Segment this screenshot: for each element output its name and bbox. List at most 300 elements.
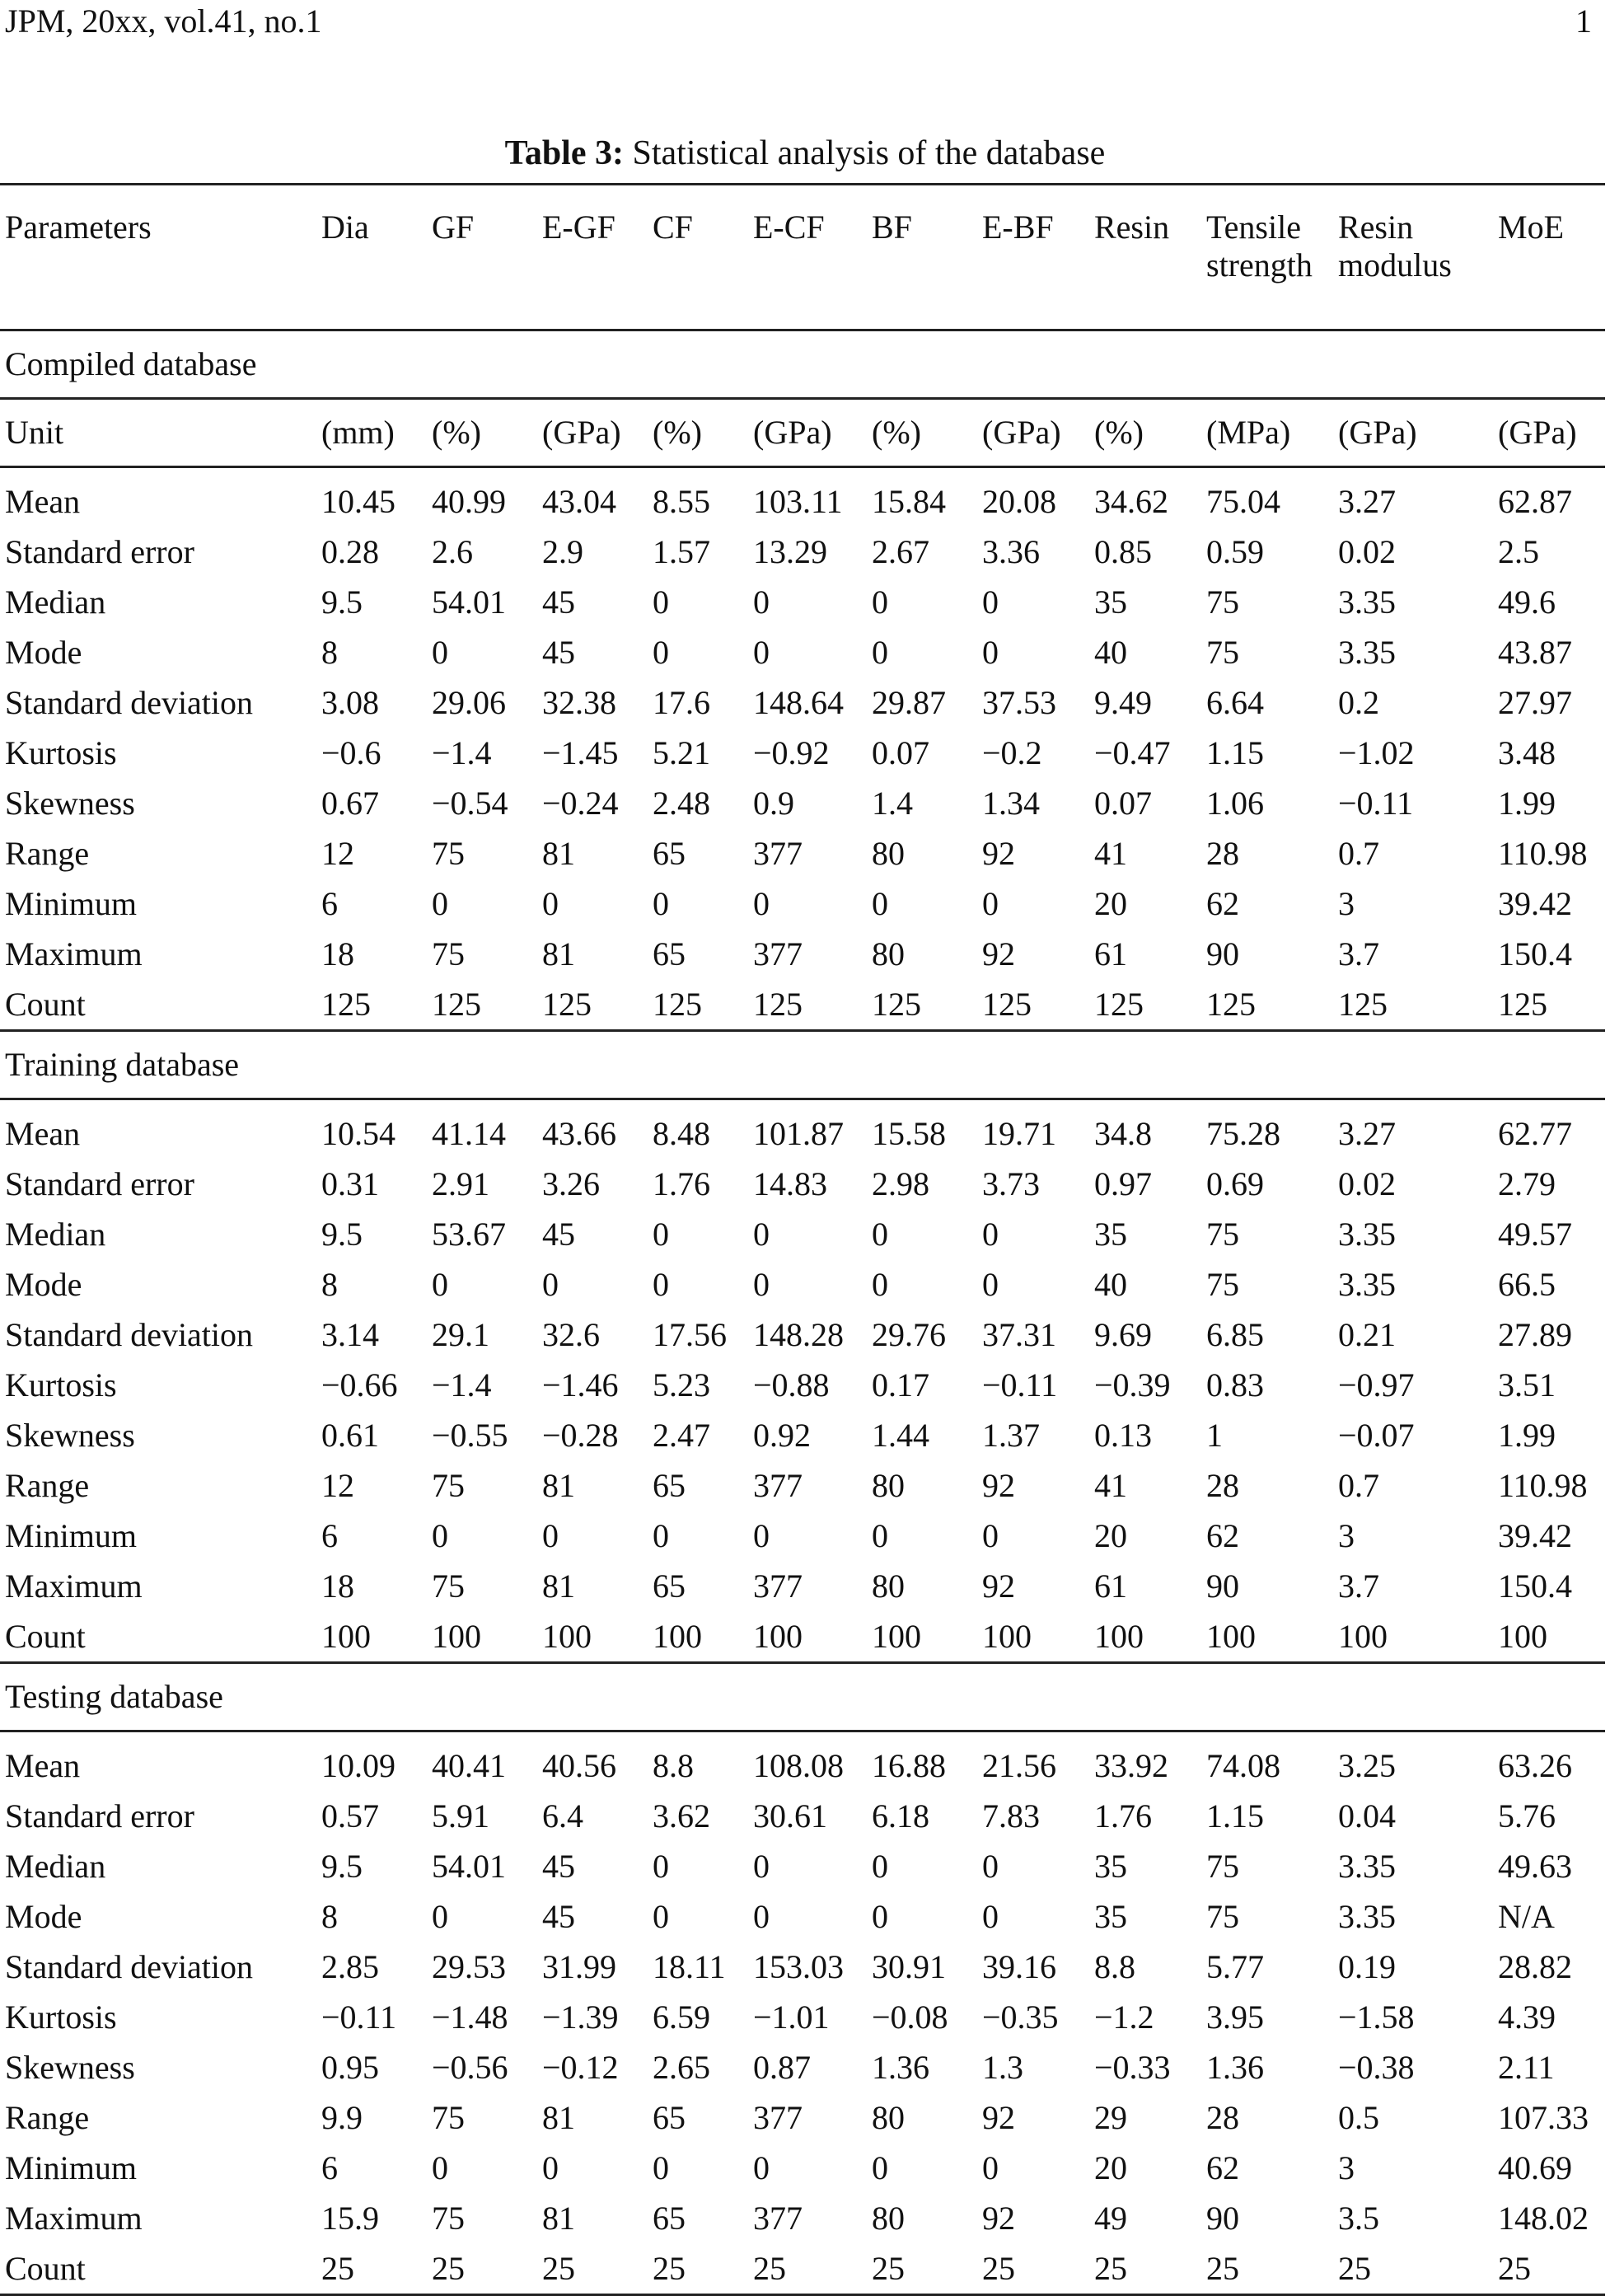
row-label: Standard error	[5, 532, 194, 570]
table-row	[0, 1259, 1605, 1310]
table-row	[0, 527, 1605, 577]
table-cell: 34.62	[1094, 482, 1168, 520]
table-cell: 74.08	[1206, 1746, 1280, 1784]
row-label: Standard deviation	[5, 1315, 254, 1353]
row-label: Skewness	[5, 1416, 135, 1454]
table-cell: 0	[753, 884, 770, 922]
table-cell: 0	[653, 583, 669, 621]
table-cell: 32.6	[542, 1315, 600, 1353]
table-cell: 0	[432, 633, 448, 671]
table-cell: 0	[542, 2148, 559, 2186]
table-cell: 65	[653, 2098, 686, 2136]
table-cell: 92	[982, 935, 1015, 972]
row-label: Median	[5, 1215, 106, 1253]
table-row	[0, 1360, 1605, 1410]
table-cell: 125	[1089, 979, 1201, 1031]
table-cell: 0	[653, 1897, 669, 1935]
table-cell: 15.58	[872, 1114, 946, 1152]
table-cell: −0.54	[432, 784, 508, 822]
table-cell: 0.7	[1338, 1466, 1379, 1504]
row-label: Count	[0, 1611, 316, 1663]
table-cell: 35	[1094, 1897, 1127, 1935]
table-cell: 0	[432, 1897, 448, 1935]
table-cell: 80	[872, 834, 905, 872]
table-cell: 75	[432, 834, 465, 872]
table-cell: 148.28	[753, 1315, 844, 1353]
table-cell: 3.95	[1206, 1998, 1264, 2036]
table-cell: 45	[542, 583, 575, 621]
table-cell: 75	[1206, 583, 1239, 621]
table-cell: −0.11	[1338, 784, 1414, 822]
row-label: Minimum	[5, 2148, 138, 2186]
table-cell: 49	[1094, 2199, 1127, 2237]
table-cell: 0	[653, 884, 669, 922]
table-cell: 0	[872, 1897, 888, 1935]
table-cell: 0.17	[872, 1366, 929, 1403]
table-cell: 2.85	[321, 1947, 379, 1985]
table-cell: 8.8	[1094, 1947, 1135, 1985]
section-title-row	[0, 330, 1605, 399]
table-cell: 150.4	[1498, 1567, 1572, 1605]
unit-cell: (%)	[1089, 399, 1201, 467]
row-label: Mode	[5, 633, 82, 671]
table-cell: 80	[872, 935, 905, 972]
table-cell: 2.47	[653, 1416, 710, 1454]
column-header: Resin modulus	[1333, 185, 1493, 330]
table-cell: 1.15	[1206, 733, 1264, 771]
table-cell: 81	[542, 1466, 575, 1504]
table-row	[0, 677, 1605, 728]
table-cell: 0	[432, 1516, 448, 1554]
table-cell: 20.08	[982, 482, 1056, 520]
table-cell: −1.4	[432, 733, 492, 771]
row-label: Mode	[5, 1897, 82, 1935]
statistics-table	[0, 183, 1605, 2296]
table-cell: 377	[753, 1466, 803, 1504]
table-cell: 39.42	[1498, 884, 1572, 922]
table-cell: 75	[1206, 1265, 1239, 1303]
table-row	[0, 1511, 1605, 1561]
table-cell: 6.18	[872, 1797, 929, 1834]
table-cell: 148.64	[753, 683, 844, 721]
table-cell: 9.49	[1094, 683, 1152, 721]
column-header: E-CF	[748, 185, 867, 330]
table-cell: 25	[1201, 2243, 1333, 2295]
column-header: Dia	[316, 185, 427, 330]
table-cell: 35	[1094, 1847, 1127, 1885]
table-cell: 3.25	[1338, 1746, 1396, 1784]
row-label: Standard deviation	[5, 1947, 254, 1985]
table-cell: 35	[1094, 583, 1127, 621]
table-cell: 2.65	[653, 2048, 710, 2086]
table-cell: 28.82	[1498, 1947, 1572, 1985]
table-cell: 3.08	[321, 683, 379, 721]
table-cell: 3.35	[1338, 1265, 1396, 1303]
table-cell: 25	[867, 2243, 977, 2295]
table-cell: 90	[1206, 1567, 1239, 1605]
table-cell: 30.91	[872, 1947, 946, 1985]
row-label: Kurtosis	[5, 1998, 117, 2036]
table-cell: 9.5	[321, 1215, 363, 1253]
table-cell: 100	[1201, 1611, 1333, 1663]
table-row	[0, 1159, 1605, 1209]
table-cell: 62	[1206, 1516, 1239, 1554]
section-title: Testing database	[0, 1663, 1605, 1731]
table-cell: 1.36	[872, 2048, 929, 2086]
column-header: CF	[648, 185, 748, 330]
table-cell: 62.77	[1498, 1114, 1572, 1152]
unit-cell: (%)	[648, 399, 748, 467]
table-cell: 0	[653, 1215, 669, 1253]
table-cell: 28	[1206, 834, 1239, 872]
table-cell: 2.5	[1498, 532, 1539, 570]
table-cell: 0.97	[1094, 1164, 1152, 1202]
row-label: Mean	[5, 1746, 81, 1784]
table-cell: 0	[432, 1265, 448, 1303]
table-cell: 3.35	[1338, 1897, 1396, 1935]
table-cell: 65	[653, 935, 686, 972]
table-cell: 19.71	[982, 1114, 1056, 1152]
table-cell: 2.6	[432, 532, 473, 570]
table-cell: 101.87	[753, 1114, 844, 1152]
table-cell: 8.55	[653, 482, 710, 520]
table-row	[0, 2042, 1605, 2092]
table-cell: 9.9	[321, 2098, 363, 2136]
unit-cell: (GPa)	[977, 399, 1089, 467]
table-cell: 62.87	[1498, 482, 1572, 520]
table-cell: 110.98	[1498, 1466, 1588, 1504]
table-row	[0, 1310, 1605, 1360]
table-cell: 5.77	[1206, 1947, 1264, 1985]
table-cell: 54.01	[432, 583, 506, 621]
table-cell: 0	[753, 1215, 770, 1253]
table-cell: 377	[753, 834, 803, 872]
section-title: Compiled database	[0, 330, 1605, 399]
table-cell: 17.6	[653, 683, 710, 721]
table-cell: 5.23	[653, 1366, 710, 1403]
table-row	[0, 1611, 1605, 1663]
table-cell: −0.07	[1338, 1416, 1415, 1454]
table-cell: 92	[982, 1567, 1015, 1605]
table-cell: 150.4	[1498, 935, 1572, 972]
table-cell: 1.76	[1094, 1797, 1152, 1834]
table-cell: −1.58	[1338, 1998, 1415, 2036]
table-cell: 2.11	[1498, 2048, 1555, 2086]
table-cell: 49.63	[1498, 1847, 1572, 1885]
table-cell: 61	[1094, 935, 1127, 972]
row-label: Range	[5, 834, 90, 872]
table-row	[0, 1731, 1605, 1792]
table-cell: 62	[1206, 884, 1239, 922]
unit-cell: (GPa)	[748, 399, 867, 467]
table-cell: 148.02	[1498, 2199, 1589, 2237]
table-cell: 6.4	[542, 1797, 583, 1834]
table-cell: 1.36	[1206, 2048, 1264, 2086]
page-number: 1	[1575, 2, 1592, 40]
table-cell: 75	[432, 2098, 465, 2136]
table-row	[0, 1099, 1605, 1160]
column-header: Parameters	[0, 185, 316, 330]
table-cell: 125	[648, 979, 748, 1031]
table-cell: 20	[1094, 884, 1127, 922]
table-cell: 25	[1333, 2243, 1493, 2295]
table-cell: 29.53	[432, 1947, 506, 1985]
table-cell: 110.98	[1498, 834, 1588, 872]
table-row	[0, 1791, 1605, 1841]
table-cell: 18	[321, 935, 354, 972]
table-cell: 8	[321, 1265, 338, 1303]
table-cell: 0	[753, 1265, 770, 1303]
table-cell: 0	[982, 1847, 999, 1885]
table-cell: −0.56	[432, 2048, 508, 2086]
table-cell: 3.35	[1338, 633, 1396, 671]
table-cell: 0	[982, 1516, 999, 1554]
table-cell: 0	[753, 1516, 770, 1554]
row-label: Standard error	[5, 1164, 194, 1202]
table-cell: 100	[1089, 1611, 1201, 1663]
table-cell: 30.61	[753, 1797, 827, 1834]
table-cell: −0.39	[1094, 1366, 1171, 1403]
table-row	[0, 879, 1605, 929]
table-cell: 92	[982, 834, 1015, 872]
table-cell: 12	[321, 1466, 354, 1504]
table-cell: 29.87	[872, 683, 946, 721]
table-cell: 0	[872, 583, 888, 621]
table-cell: 0	[653, 1516, 669, 1554]
table-cell: −1.46	[542, 1366, 619, 1403]
table-cell: −0.88	[753, 1366, 830, 1403]
table-cell: 10.09	[321, 1746, 395, 1784]
table-cell: 3.5	[1338, 2199, 1379, 2237]
table-cell: 3.51	[1498, 1366, 1556, 1403]
row-label: Count	[0, 979, 316, 1031]
table-cell: 20	[1094, 2148, 1127, 2186]
table-cell: 3	[1338, 1516, 1355, 1554]
table-cell: 33.92	[1094, 1746, 1168, 1784]
column-header: Tensile strength	[1201, 185, 1333, 330]
row-label: Mode	[5, 1265, 82, 1303]
table-cell: 25	[748, 2243, 867, 2295]
table-cell: 27.89	[1498, 1315, 1572, 1353]
table-cell: 40.99	[432, 482, 506, 520]
table-cell: 39.16	[982, 1947, 1056, 1985]
table-cell: 125	[537, 979, 648, 1031]
table-cell: 3.26	[542, 1164, 600, 1202]
table-cell: 75	[1206, 1847, 1239, 1885]
table-cell: 1.99	[1498, 1416, 1556, 1454]
table-cell: 75	[432, 2199, 465, 2237]
table-cell: 2.48	[653, 784, 710, 822]
table-cell: 125	[1201, 979, 1333, 1031]
table-cell: −0.12	[542, 2048, 619, 2086]
table-row	[0, 929, 1605, 979]
table-cell: 377	[753, 2098, 803, 2136]
table-cell: 29.1	[432, 1315, 489, 1353]
table-cell: 12	[321, 834, 354, 872]
table-cell: 0.7	[1338, 834, 1379, 872]
table-cell: −1.48	[432, 1998, 508, 2036]
row-label: Standard error	[5, 1797, 194, 1834]
table-row	[0, 2143, 1605, 2193]
table-cell: 100	[1333, 1611, 1493, 1663]
table-cell: 0	[542, 1516, 559, 1554]
table-cell: 3.73	[982, 1164, 1040, 1202]
table-cell: −1.2	[1094, 1998, 1154, 2036]
table-cell: 0	[872, 2148, 888, 2186]
table-cell: −1.45	[542, 733, 619, 771]
table-cell: 0.13	[1094, 1416, 1152, 1454]
table-cell: 75	[432, 935, 465, 972]
caption-text: Statistical analysis of the database	[632, 134, 1106, 172]
table-cell: 3	[1338, 2148, 1355, 2186]
table-cell: 108.08	[753, 1746, 844, 1784]
table-cell: 3.48	[1498, 733, 1556, 771]
table-cell: 92	[982, 1466, 1015, 1504]
row-label: Range	[5, 2098, 90, 2136]
table-cell: 1.15	[1206, 1797, 1264, 1834]
table-cell: −1.39	[542, 1998, 619, 2036]
column-header: Resin	[1089, 185, 1201, 330]
table-cell: 6.85	[1206, 1315, 1264, 1353]
caption-label: Table 3:	[504, 134, 624, 172]
table-cell: 20	[1094, 1516, 1127, 1554]
table-cell: 7.83	[982, 1797, 1040, 1834]
table-cell: 37.31	[982, 1315, 1056, 1353]
table-cell: 0	[753, 1897, 770, 1935]
table-cell: 5.76	[1498, 1797, 1556, 1834]
row-label: Minimum	[5, 1516, 138, 1554]
table-cell: 40	[1094, 1265, 1127, 1303]
table-cell: 0.02	[1338, 1164, 1396, 1202]
table-cell: 29.06	[432, 683, 506, 721]
table-cell: 2.91	[432, 1164, 489, 1202]
table-row	[0, 1841, 1605, 1891]
table-cell: 0	[753, 583, 770, 621]
table-cell: 125	[977, 979, 1089, 1031]
row-label: Kurtosis	[5, 733, 117, 771]
column-header: MoE	[1493, 185, 1605, 330]
table-cell: 63.26	[1498, 1746, 1572, 1784]
table-cell: 8	[321, 1897, 338, 1935]
table-cell: 75	[432, 1466, 465, 1504]
table-cell: 1.3	[982, 2048, 1023, 2086]
table-cell: 1	[1206, 1416, 1223, 1454]
table-cell: 43.66	[542, 1114, 616, 1152]
table-cell: 125	[427, 979, 537, 1031]
table-row	[0, 1410, 1605, 1460]
table-cell: 0.83	[1206, 1366, 1264, 1403]
table-row	[0, 728, 1605, 778]
unit-cell: (%)	[427, 399, 537, 467]
table-row	[0, 1992, 1605, 2042]
table-cell: 103.11	[753, 482, 843, 520]
table-cell: 377	[753, 1567, 803, 1605]
table-cell: 125	[748, 979, 867, 1031]
table-cell: 43.87	[1498, 633, 1572, 671]
column-header: BF	[867, 185, 977, 330]
table-row	[0, 467, 1605, 527]
table-cell: 0.92	[753, 1416, 811, 1454]
table-cell: −0.38	[1338, 2048, 1415, 2086]
table-cell: 25	[537, 2243, 648, 2295]
table-cell: 75.28	[1206, 1114, 1280, 1152]
table-cell: 0.95	[321, 2048, 379, 2086]
table-cell: −0.92	[753, 733, 830, 771]
table-cell: 3.35	[1338, 583, 1396, 621]
table-row	[0, 577, 1605, 627]
table-cell: 0	[872, 884, 888, 922]
table-cell: 25	[316, 2243, 427, 2295]
table-cell: 377	[753, 935, 803, 972]
table-cell: 107.33	[1498, 2098, 1589, 2136]
table-cell: 0.07	[1094, 784, 1152, 822]
table-cell: 80	[872, 1466, 905, 1504]
table-cell: 61	[1094, 1567, 1127, 1605]
table-row	[0, 627, 1605, 677]
table-cell: 66.5	[1498, 1265, 1556, 1303]
unit-cell: (GPa)	[1333, 399, 1493, 467]
table-cell: 29	[1094, 2098, 1127, 2136]
table-cell: 0.2	[1338, 683, 1379, 721]
table-cell: 25	[427, 2243, 537, 2295]
table-cell: −0.97	[1338, 1366, 1415, 1403]
table-cell: 1.37	[982, 1416, 1040, 1454]
table-cell: 0.61	[321, 1416, 379, 1454]
table-cell: 0	[982, 1265, 999, 1303]
table-cell: 80	[872, 2199, 905, 2237]
table-cell: 2.9	[542, 532, 583, 570]
table-cell: 0.19	[1338, 1947, 1396, 1985]
table-cell: −0.66	[321, 1366, 398, 1403]
row-label: Mean	[5, 482, 81, 520]
table-cell: 54.01	[432, 1847, 506, 1885]
table-cell: 45	[542, 1847, 575, 1885]
table-cell: 28	[1206, 1466, 1239, 1504]
column-header: E-BF	[977, 185, 1089, 330]
table-cell: 153.03	[753, 1947, 844, 1985]
row-label: Maximum	[5, 1567, 143, 1605]
table-cell: 6	[321, 1516, 338, 1554]
table-cell: 377	[753, 2199, 803, 2237]
table-cell: 0	[653, 1265, 669, 1303]
table-cell: 2.67	[872, 532, 929, 570]
table-cell: 65	[653, 834, 686, 872]
table-cell: 2.79	[1498, 1164, 1556, 1202]
unit-cell: Unit	[0, 399, 316, 467]
table-row	[0, 2193, 1605, 2243]
table-cell: 3.27	[1338, 482, 1396, 520]
column-header-row	[0, 185, 1605, 330]
table-cell: 0.04	[1338, 1797, 1396, 1834]
table-cell: 25	[648, 2243, 748, 2295]
table-cell: 0.69	[1206, 1164, 1264, 1202]
table-cell: 8	[321, 633, 338, 671]
table-cell: −0.11	[321, 1998, 397, 2036]
table-cell: 41	[1094, 834, 1127, 872]
table-cell: 53.67	[432, 1215, 506, 1253]
table-cell: 40.41	[432, 1746, 506, 1784]
table-cell: 37.53	[982, 683, 1056, 721]
table-cell: 0	[872, 1516, 888, 1554]
table-cell: 3.14	[321, 1315, 379, 1353]
unit-cell: (%)	[867, 399, 977, 467]
table-cell: 6	[321, 884, 338, 922]
section-title-row	[0, 1663, 1605, 1731]
table-row	[0, 1561, 1605, 1611]
table-cell: 1.4	[872, 784, 913, 822]
table-cell: 100	[537, 1611, 648, 1663]
table-cell: 1.76	[653, 1164, 710, 1202]
